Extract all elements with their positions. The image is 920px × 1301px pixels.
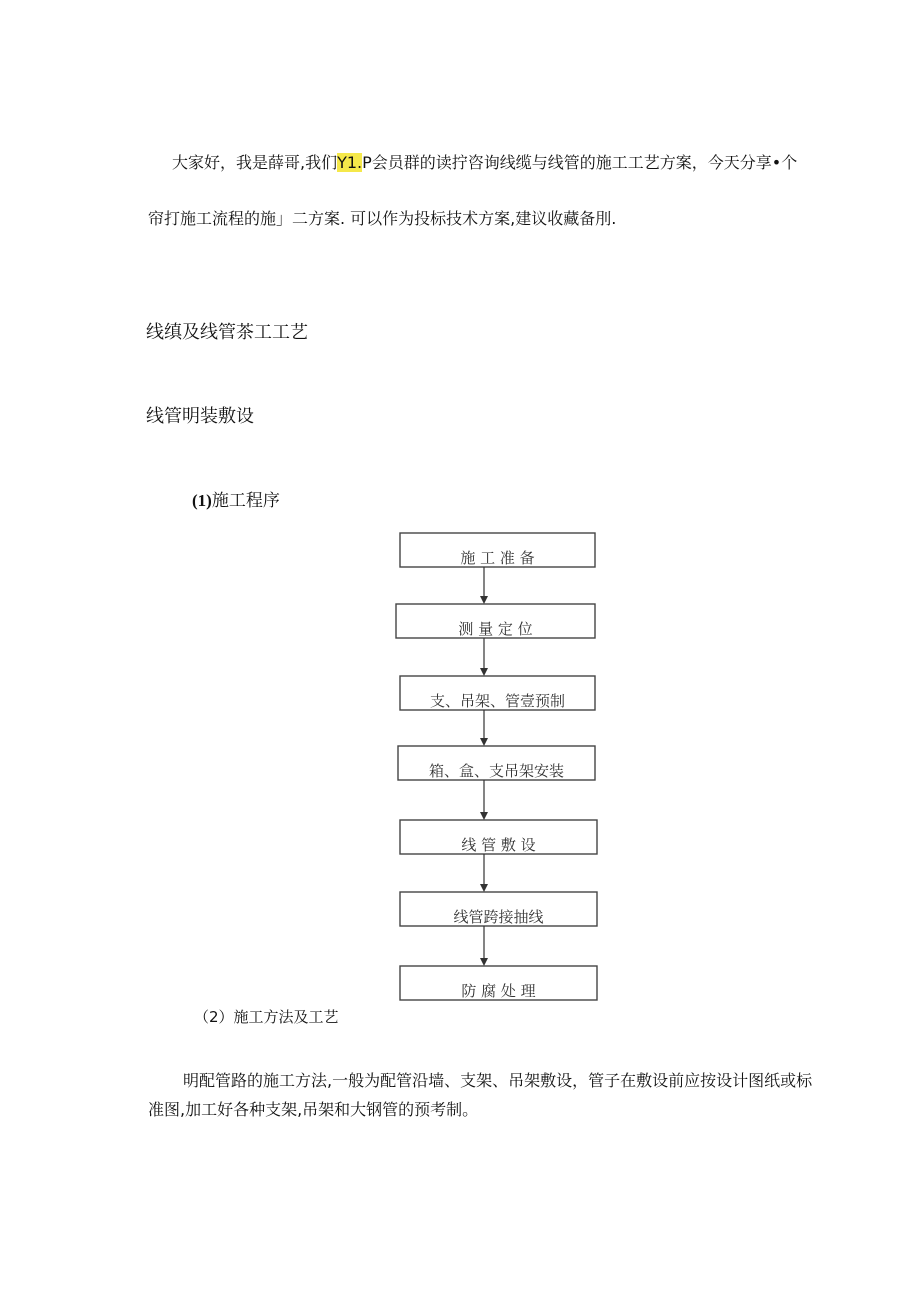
intro-text-before: 大家好，我是薛哥,我们	[172, 153, 338, 172]
flow-step-label: 施 工 准 备	[460, 549, 535, 567]
flow-arrow-head	[480, 884, 488, 892]
body-line-2: 准图,加工好各种支架,吊架和大钢管的预考制。	[148, 1100, 479, 1119]
flow-step-label: 箱、盒、支吊架安装	[428, 762, 565, 780]
flow-step-label: 线管跨接抽线	[453, 908, 544, 926]
flow-arrow-head	[480, 668, 488, 676]
body-line-1: 明配管路的施工方法,一般为配管沿墙、支架、吊架敷设，管子在敷设前应按设计图纸或标	[183, 1071, 813, 1090]
flow-arrow-head	[480, 958, 488, 966]
flow-step-label: 线 管 敷 设	[461, 836, 536, 854]
section-heading-cables: 线缜及线管茶工工艺	[146, 322, 308, 343]
flow-arrow-head	[480, 738, 488, 746]
intro-text-after: P会员群的读拧咨询线缆与线管的施工工艺方案，今天分享•个	[362, 153, 798, 172]
highlighted-text: Y1.	[337, 153, 363, 172]
section-heading-exposed-conduit: 线管明装敷设	[146, 406, 254, 427]
subsection-methods-and-process: （2）施工方法及工艺	[194, 1008, 339, 1026]
flow-arrow-head	[480, 812, 488, 820]
intro-line-2: 帘打施工流程的施」二方案. 可以作为投标技术方案,建议收藏备刖.	[148, 209, 617, 228]
flow-step-label: 防 腐 处 理	[461, 982, 536, 1000]
flow-step-label: 支、吊架、管壹预制	[429, 692, 566, 710]
subsection-number: (1)	[192, 491, 212, 510]
flow-arrow-head	[480, 596, 488, 604]
flow-step-label: 测 量 定 位	[458, 620, 533, 638]
subsection-title: 施工程序	[211, 491, 280, 511]
